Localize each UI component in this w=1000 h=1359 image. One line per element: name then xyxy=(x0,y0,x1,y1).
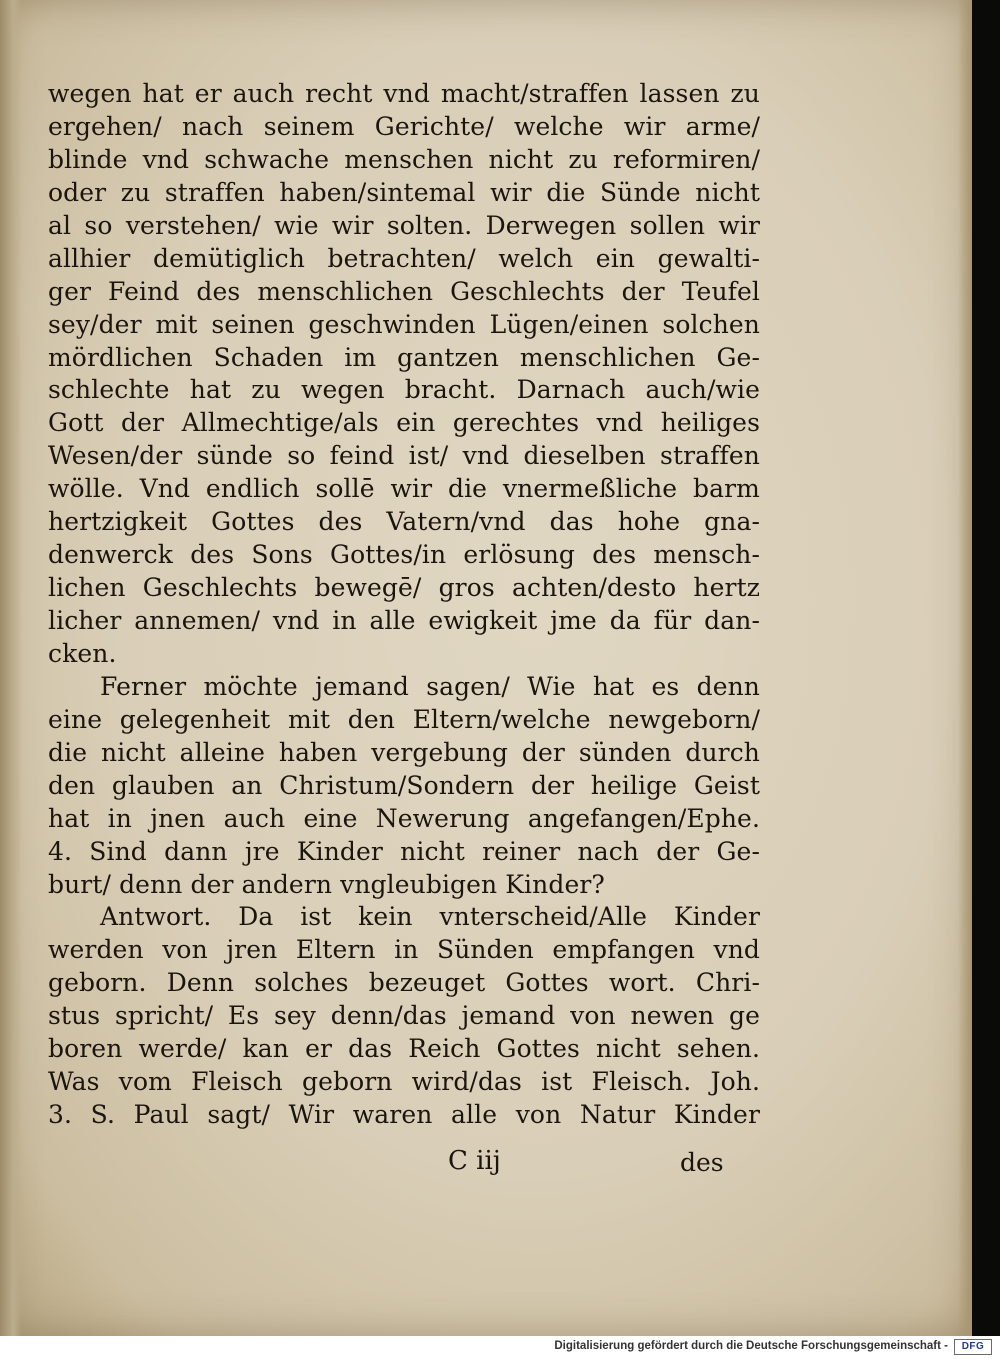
text-line: wegen hat er auch recht vnd macht/straffen lassen zu xyxy=(48,79,760,108)
catchword: des xyxy=(680,1148,724,1177)
text-line: 3. S. Paul sagt/ Wir waren alle von Natur Kinder xyxy=(48,1100,760,1130)
text-line: den glauben an Christum/Sondern der heilige Geist xyxy=(48,770,760,800)
text-line: hat in jnen auch eine Newerung angefangen/Ephe. xyxy=(48,803,760,833)
body-text xyxy=(48,78,760,1132)
text-line: denwerck des Sons Gottes/in erlösung des mensch- xyxy=(48,540,760,570)
text-line: geborn. Denn solches bezeuget Gottes wort. Chri- xyxy=(48,968,760,998)
page-gutter-shadow xyxy=(0,0,22,1336)
text-line: stus spricht/ Es sey denn/das jemand von newen ge xyxy=(48,1001,760,1031)
text-line: ergehen/ nach seinem Gerichte/ welche wir arme/ xyxy=(48,111,760,141)
text-line: lichen Geschlechts bewegē/ gros achten/desto hertz xyxy=(48,573,760,603)
footer-bar xyxy=(0,1336,1000,1359)
text-line: schlechte hat zu wegen bracht. Darnach auch/wie xyxy=(48,375,760,405)
funding-notice: Digitalisierung gefördert durch die Deutsche Forschungsgemeinschaft - xyxy=(554,1340,948,1352)
text-line: werden von jren Eltern in Sünden empfangen vnd xyxy=(48,935,760,965)
text-line: Wesen/der sünde so feind ist/ vnd dieselben straffen xyxy=(48,441,760,471)
text-line: burt/ denn der andern vngleubigen Kinder? xyxy=(48,869,605,899)
paragraph-start-line: Antwort. Da ist kein vnterscheid/Alle Kinder xyxy=(100,902,760,932)
text-line: eine gelegenheit mit den Eltern/welche newgeborn/ xyxy=(48,704,760,734)
text-line: 4. Sind dann jre Kinder nicht reiner nach der Ge- xyxy=(48,836,760,866)
text-line: blinde vnd schwache menschen nicht zu reformiren/ xyxy=(48,144,760,174)
text-line: boren werde/ kan er das Reich Gottes nicht sehen. xyxy=(48,1034,760,1064)
text-line: allhier demütiglich betrachten/ welch ein gewalti- xyxy=(48,243,760,273)
text-line: al so verstehen/ wie wir solten. Derwegen sollen wir xyxy=(48,210,760,240)
text-line: die nicht alleine haben vergebung der sünden durch xyxy=(48,737,760,767)
text-line: Gott der Allmechtige/als ein gerechtes vnd heiliges xyxy=(48,408,760,438)
text-line: licher annemen/ vnd in alle ewigkeit jme da für dan- xyxy=(48,606,760,635)
text-line: cken. xyxy=(48,638,117,668)
text-line: oder zu straffen haben/sintemal wir die Sünde nicht xyxy=(48,177,760,207)
page-edge-shadow xyxy=(958,0,972,1336)
text-line: hertzigkeit Gottes des Vatern/vnd das hohe gna- xyxy=(48,507,760,537)
paragraph-start-line: Ferner möchte jemand sagen/ Wie hat es denn xyxy=(100,671,760,701)
text-line: mördlichen Schaden im gantzen menschlichen Ge- xyxy=(48,342,760,372)
text-line: ger Feind des menschlichen Geschlechts der Teufel xyxy=(48,276,760,306)
text-line: sey/der mit seinen geschwinden Lügen/einen solchen xyxy=(48,309,760,339)
dfg-logo-icon: DFG xyxy=(954,1339,992,1355)
text-line: wölle. Vnd endlich sollē wir die vnermeßliche barm xyxy=(48,474,760,504)
text-line: Was vom Fleisch geborn wird/das ist Fleisch. Joh. xyxy=(48,1067,760,1097)
signature-mark: C iij xyxy=(448,1146,501,1176)
